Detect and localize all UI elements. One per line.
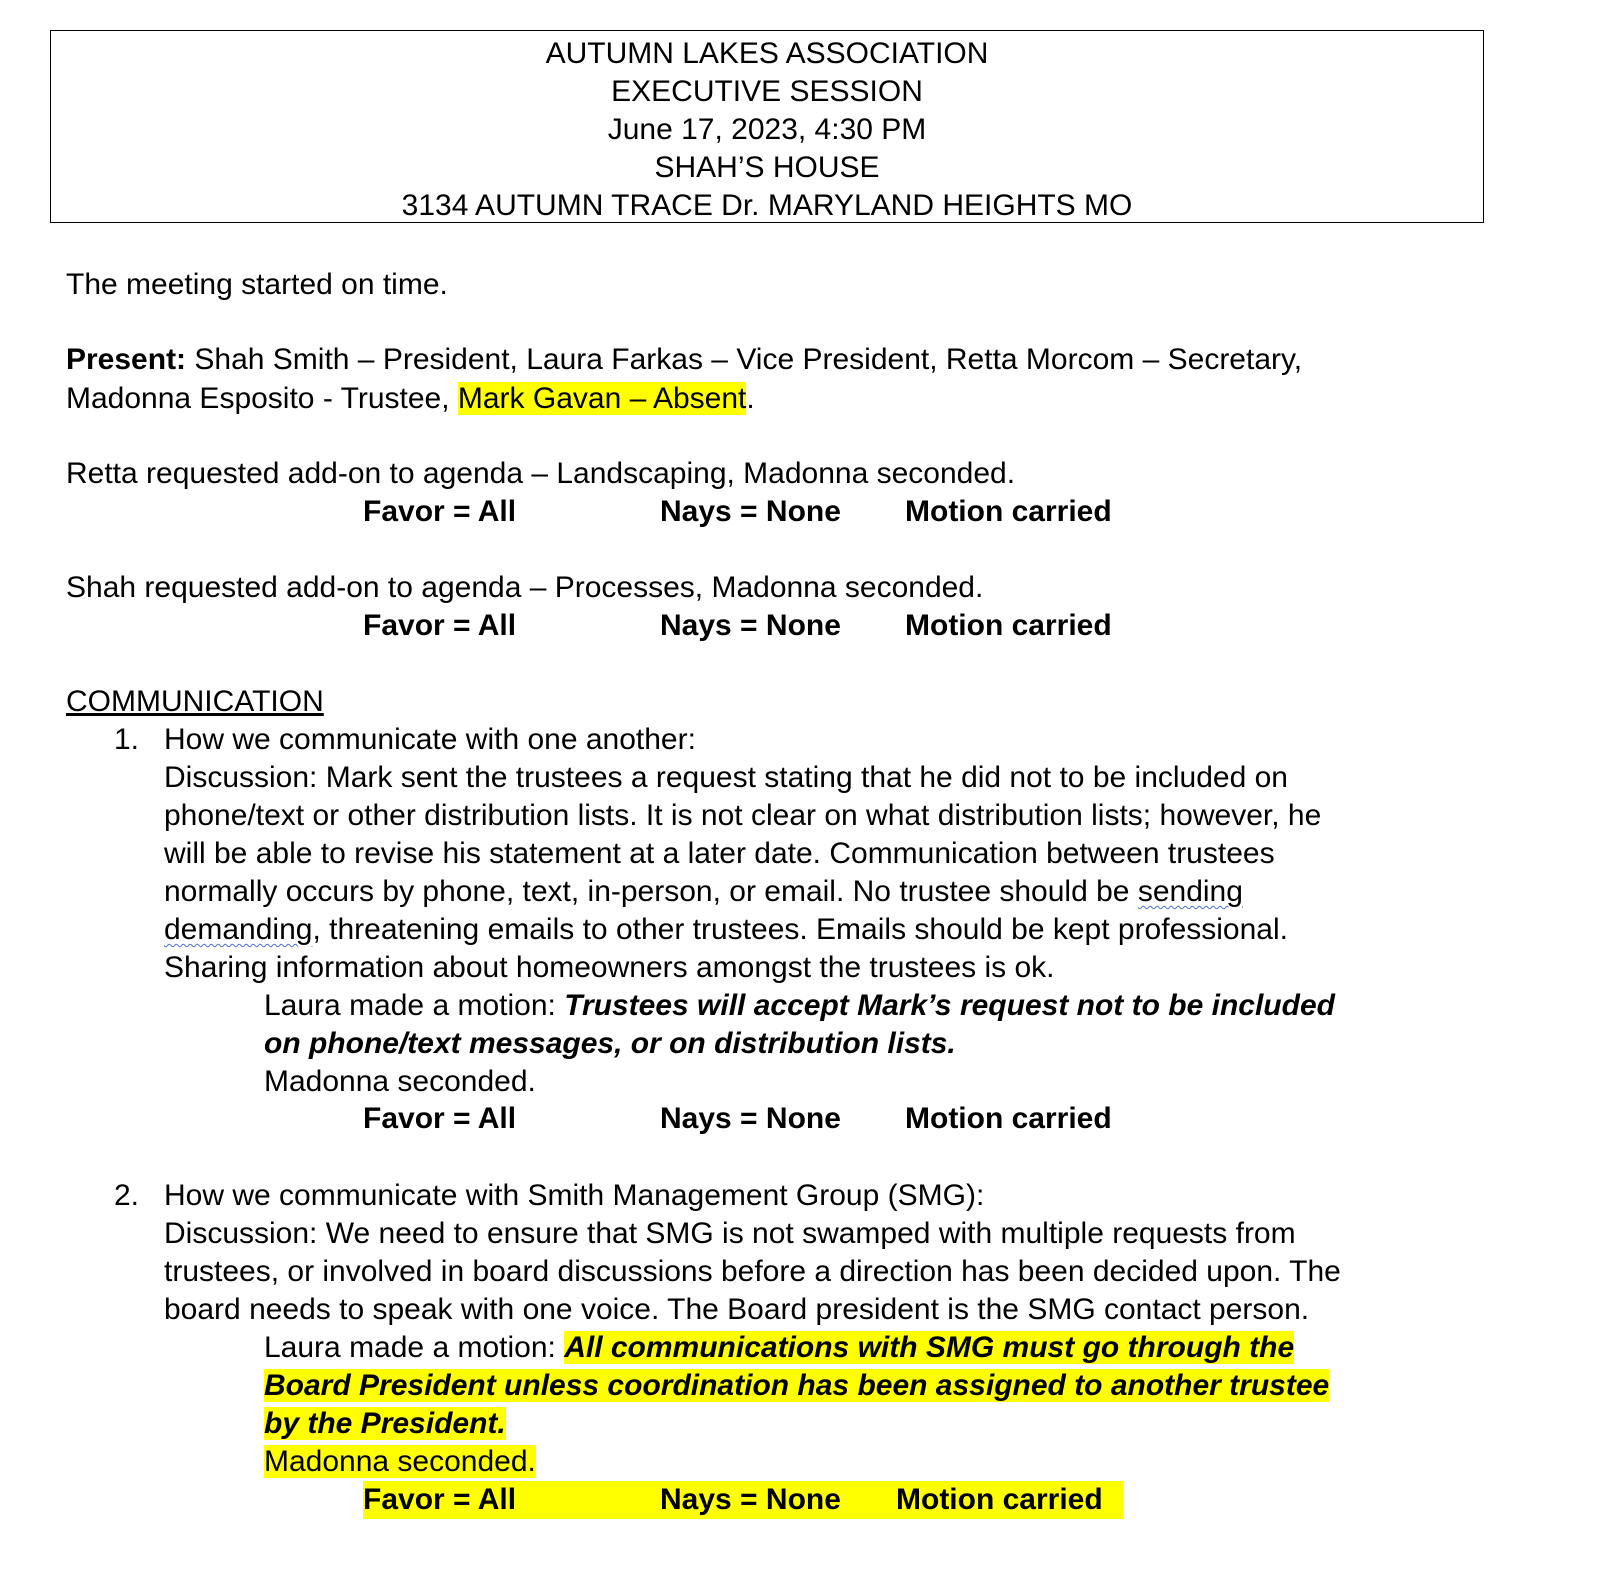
item1-text: , threatening emails to other trustees. Emails should be kept professional. xyxy=(312,913,1288,946)
present-members: Shah Smith – President, Laura Farkas – Vice President, Retta Morcom – Secretary, xyxy=(186,343,1303,376)
item1-discussion-line: phone/text or other distribution lists. It is not clear on what distribution lists; however, he xyxy=(164,799,1322,832)
motion-lead: Laura made a motion: xyxy=(264,989,565,1022)
meeting-datetime: June 17, 2023, 4:30 PM xyxy=(607,113,927,146)
item2-motion-line xyxy=(264,1367,1329,1405)
item2-number: 2. xyxy=(114,1179,140,1212)
vote-favor: Favor = All xyxy=(363,1483,517,1516)
item1-discussion-line: Discussion: Mark sent the trustees a request stating that he did not to be included on xyxy=(164,761,1288,794)
vote-result: Motion carried xyxy=(905,1102,1112,1135)
motion-text: Board President unless coordination has been assigned to another trustee xyxy=(264,1369,1330,1402)
vote-nays: Nays = None xyxy=(660,495,841,528)
absent-member: Mark Gavan – Absent xyxy=(457,382,747,415)
motion-seconded: Madonna seconded. xyxy=(264,1065,536,1098)
intro-line: The meeting started on time. xyxy=(66,268,448,301)
header-box xyxy=(50,30,1484,223)
vote-nays: Nays = None xyxy=(660,609,841,642)
motion-seconded: Madonna seconded. xyxy=(264,1445,536,1478)
item2-discussion-line: board needs to speak with one voice. The Board president is the SMG contact person. xyxy=(164,1293,1310,1326)
present-line-2 xyxy=(66,380,755,418)
spellcheck-flag: sending xyxy=(1137,875,1243,908)
motion-text: on phone/text messages, or on distribution lists. xyxy=(264,1027,956,1060)
vote-favor: Favor = All xyxy=(363,1102,517,1135)
vote-favor: Favor = All xyxy=(363,495,517,528)
addon-landscaping: Retta requested add-on to agenda – Landscaping, Madonna seconded. xyxy=(66,457,1016,490)
addon-processes: Shah requested add-on to agenda – Processes, Madonna seconded. xyxy=(66,571,984,604)
spellcheck-flag: demanding xyxy=(164,913,313,946)
item1-text: normally occurs by phone, text, in-person, or email. No trustee should be xyxy=(164,875,1138,908)
vote-result: Motion carried xyxy=(905,495,1112,528)
item2-motion-line xyxy=(264,1405,506,1443)
motion-text: by the President. xyxy=(264,1407,506,1440)
meeting-venue: SHAH’S HOUSE xyxy=(654,151,880,184)
session-title: EXECUTIVE SESSION xyxy=(611,75,923,108)
item2-vote-line xyxy=(363,1481,1123,1529)
item1-title: How we communicate with one another: xyxy=(164,723,696,756)
item2-discussion-line: trustees, or involved in board discussions before a direction has been decided upon. The xyxy=(164,1255,1341,1288)
item2-motion-line xyxy=(264,1329,1294,1367)
vote-nays: Nays = None xyxy=(660,1102,841,1135)
present-trustee: Madonna Esposito - Trustee, xyxy=(66,382,458,415)
vote-favor: Favor = All xyxy=(363,609,517,642)
item1-discussion-line: will be able to revise his statement at a later date. Communication between trustees xyxy=(164,837,1275,870)
item1-discussion-line xyxy=(164,911,1288,949)
item2-discussion-line: Discussion: We need to ensure that SMG is not swamped with multiple requests from xyxy=(164,1217,1296,1250)
section-title: COMMUNICATION xyxy=(66,685,324,718)
present-line-1 xyxy=(66,341,1302,379)
vote-nays: Nays = None xyxy=(660,1483,841,1516)
present-label: Present: xyxy=(66,343,187,376)
item1-motion-line xyxy=(264,987,1335,1025)
present-end: . xyxy=(746,382,755,415)
vote-highlight xyxy=(363,1481,1123,1519)
motion-text: Trustees will accept Mark’s request not to be included xyxy=(564,989,1335,1022)
org-name: AUTUMN LAKES ASSOCIATION xyxy=(545,37,989,70)
item1-number: 1. xyxy=(114,723,140,756)
motion-lead: Laura made a motion: xyxy=(264,1331,565,1364)
item2-seconded-line xyxy=(264,1443,536,1481)
vote-result: Motion carried xyxy=(896,1483,1103,1516)
item2-title: How we communicate with Smith Management Group (SMG): xyxy=(164,1179,985,1212)
item1-discussion-line: Sharing information about homeowners amongst the trustees is ok. xyxy=(164,951,1055,984)
meeting-address: 3134 AUTUMN TRACE Dr. MARYLAND HEIGHTS MO xyxy=(401,189,1133,222)
item1-discussion-line xyxy=(164,873,1243,911)
motion-text: All communications with SMG must go through the xyxy=(564,1331,1295,1364)
vote-result: Motion carried xyxy=(905,609,1112,642)
